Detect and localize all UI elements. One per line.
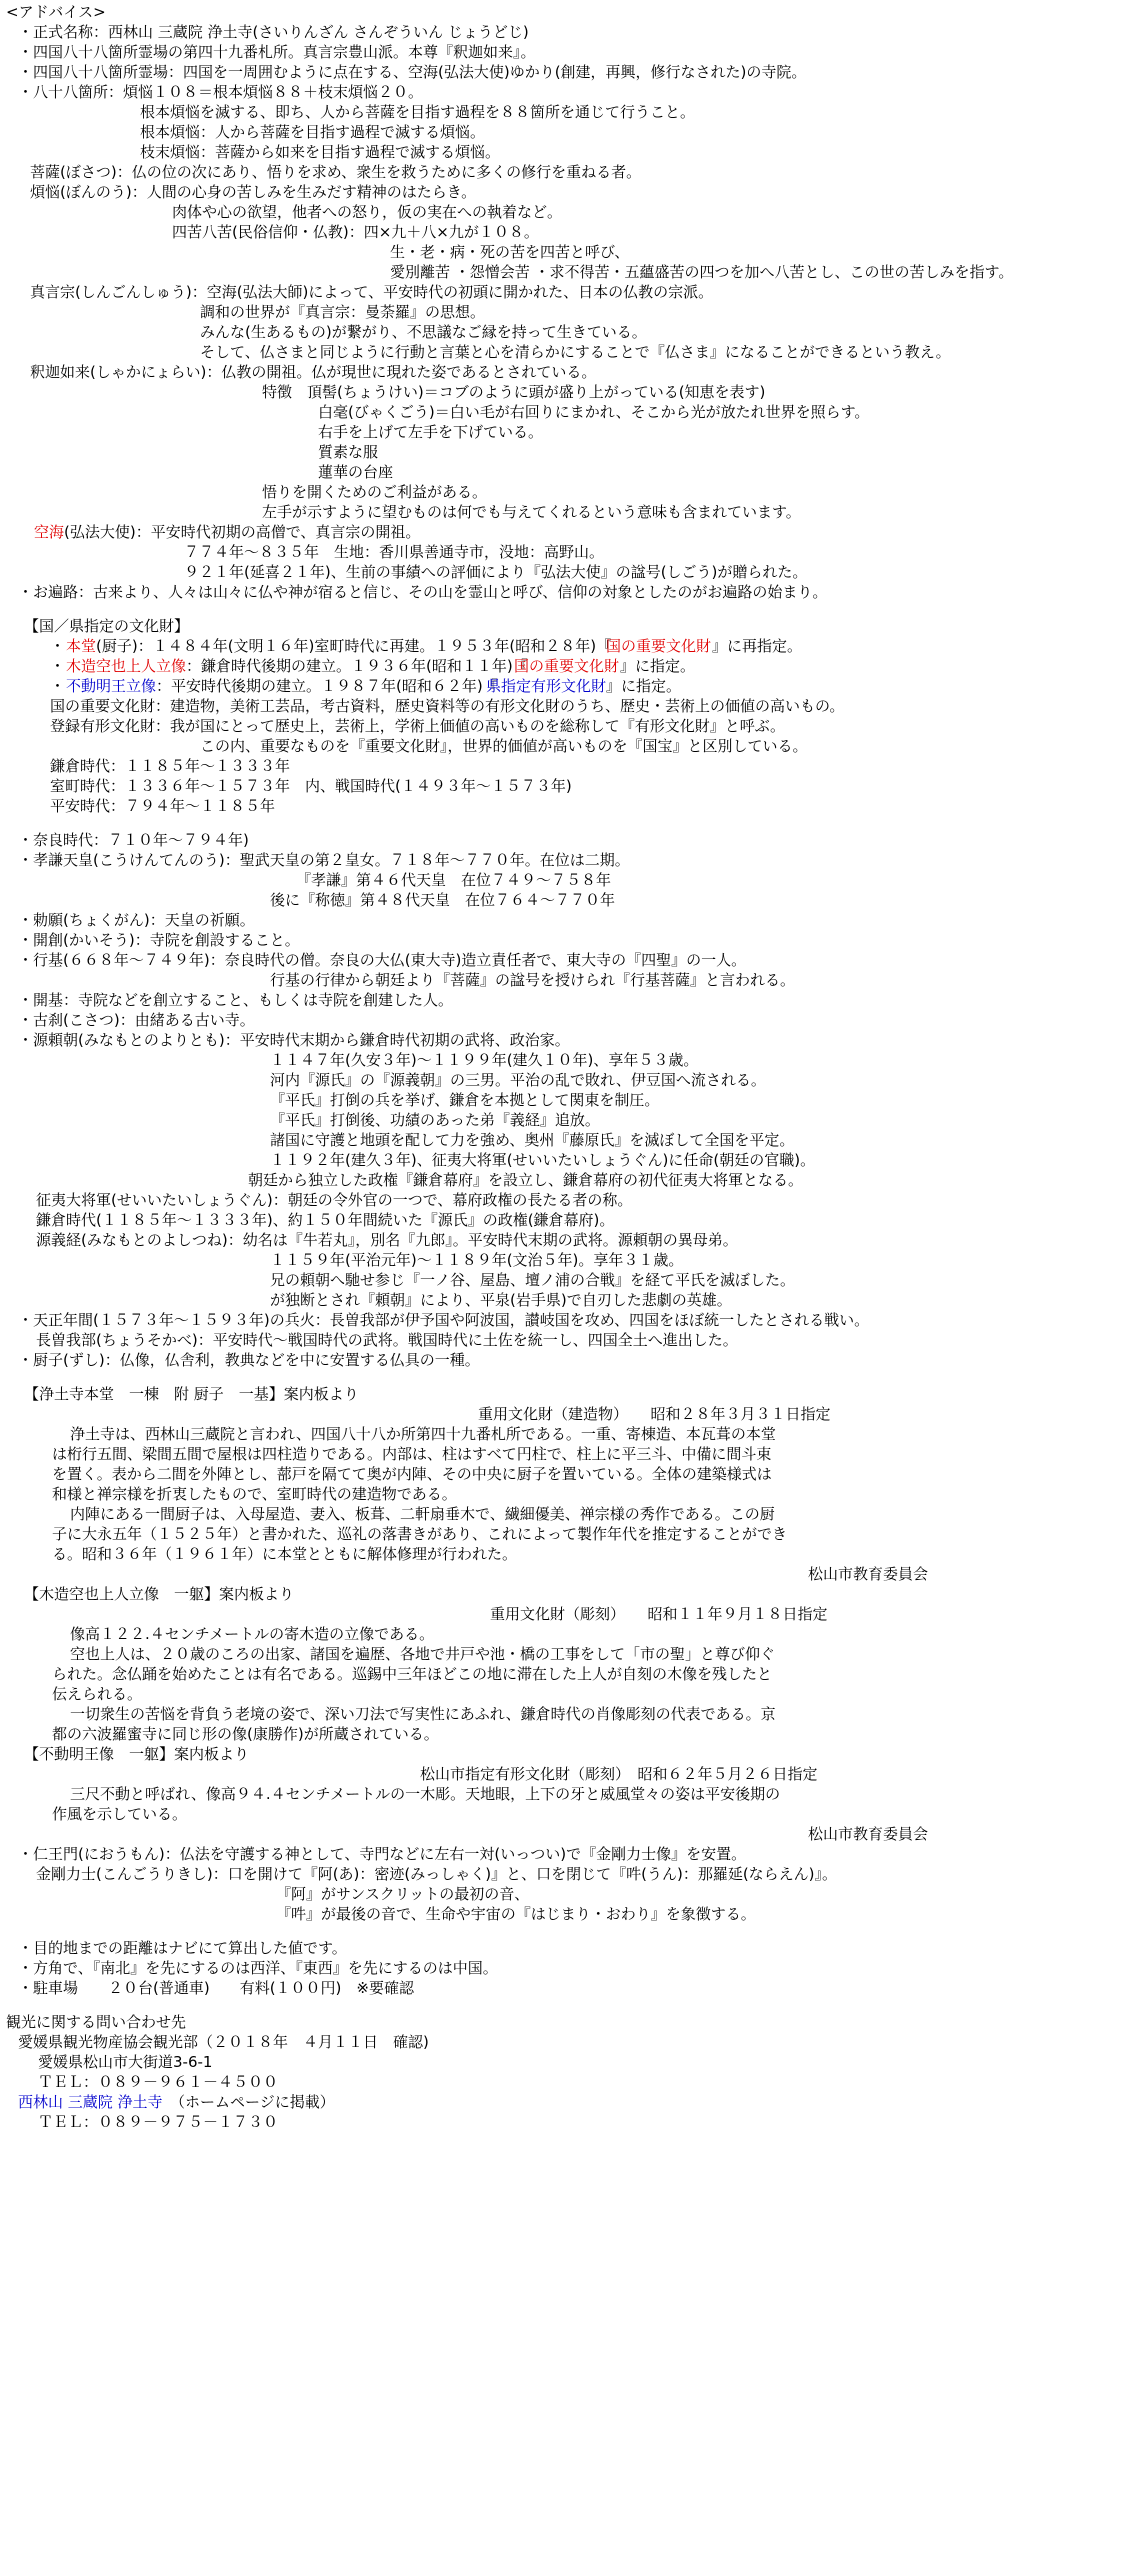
text-line: （ホームページに掲載） [170, 2093, 335, 2111]
text-line: 『阿』がサンスクリットの最初の音、 [276, 1885, 530, 1903]
text-line: 根本煩悩：人から菩薩を目指す過程で滅する煩悩。 [140, 123, 486, 141]
text-line: 【木造空也上人立像 一躯】案内板より [24, 1585, 295, 1603]
text-line: ・八十八箇所：煩悩１０８＝根本煩悩８８＋枝末煩悩２０。 [18, 83, 424, 101]
text-line: 菩薩(ぼさつ)：仏の位の次にあり、悟りを求め、衆生を救うために多くの修行を重ねる者。 [30, 163, 642, 181]
text-line: ・孝謙天皇(こうけんてんのう)：聖武天皇の第２皇女。７１８年～７７０年。在位は二期。 [18, 851, 630, 869]
text-line: 『吽』が最後の音で、生命や宇宙の『はじまり・おわり』を象徴する。 [276, 1905, 756, 1923]
text-line: ・四国八十八箇所霊場の第四十九番札所。真言宗豊山派。本尊『釈迦如来』。 [18, 43, 536, 61]
text-line: (弘法大使)：平安時代初期の高僧で、真言宗の開祖。 [64, 523, 421, 541]
text-line: 観光に関する問い合わせ先 [6, 2013, 187, 2031]
text-line: ・正式名称：西林山 三蔵院 浄土寺(さいりんざん さんぞういん じょうどじ) [18, 23, 529, 41]
text-line: ・勅願(ちょくがん)：天皇の祈願。 [18, 911, 255, 929]
text-line: ・源頼朝(みなもとのよりとも)：平安時代末期から鎌倉時代初期の武将、政治家。 [18, 1031, 570, 1049]
text-line: 本堂 [66, 637, 97, 655]
text-line: 白毫(びゃくごう)＝白い毛が右回りにまかれ、そこから光が放たれ世界を照らす。 [318, 403, 870, 421]
text-line: 真言宗(しんごんしゅう)：空海(弘法大師)によって、平安時代の初頭に開かれた、日本の仏教の宗派。 [30, 283, 714, 301]
text-line: ９２１年(延喜２１年)、生前の事績への評価により『弘法大使』の諡号(しごう)が贈られた。 [184, 563, 808, 581]
homepage-link[interactable]: 西林山 三蔵院 浄土寺 [18, 2093, 163, 2111]
text-line: ・厨子(ずし)：仏像，仏舎利，教典などを中に安置する仏具の一種。 [18, 1351, 480, 1369]
text-line: 煩悩(ぼんのう)：人間の心身の苦しみを生みだす精神のはたらき。 [30, 183, 477, 201]
text-line: 後に『称徳』第４８代天皇 在位７６４～７７０年 [270, 891, 616, 909]
text-line: 』に指定。 [620, 657, 696, 675]
text-line: 金剛力士(こんごうりきし)：口を開けて『阿(あ)：密迹(みっしゃく)』と、口を閉じて『吽(うん)：那羅延(ならえん)』。 [36, 1865, 838, 1883]
text-line: 国の重要文化財 [606, 637, 712, 655]
text-line: ・四国八十八箇所霊場：四国を一周囲むように点在する、空海(弘法大使)ゆかり(創建，再興，修行なされた)の寺院。 [18, 63, 807, 81]
text-line: 』に再指定。 [712, 637, 803, 655]
text-line: 枝末煩悩：菩薩から如来を目指す過程で滅する煩悩。 [140, 143, 501, 161]
text-line: 像高１２２.４センチメートルの寄木造の立像である。 [70, 1625, 435, 1643]
text-line: 『平氏』打倒後、功績のあった弟『義経』追放。 [270, 1111, 600, 1129]
text-line: 調和の世界が『真言宗：曼荼羅』の思想。 [200, 303, 486, 321]
text-line: 一切衆生の苦悩を背負う老境の姿で、深い刀法で写実性にあふれ、鎌倉時代の肖像彫刻の代表である。京 [70, 1705, 776, 1723]
text-line: 源義経(みなもとのよしつね)：幼名は『牛若丸』，別名『九郎』。平安時代末期の武将。源頼朝の異母弟。 [36, 1231, 738, 1249]
text-line: を置く。表から二間を外陣とし、蔀戸を隔てて奥が内陣、その中央に厨子を置いている。全体の建築様式は [52, 1465, 772, 1483]
text-line: 不動明王立像 [66, 677, 157, 695]
text-line: 重用文化財（彫刻） 昭和１１年９月１８日指定 [490, 1605, 828, 1623]
text-line: ・方角で、『南北』を先にするのは西洋、『東西』を先にするのは中国。 [18, 1959, 498, 1977]
text-line: 伝えられる。 [52, 1685, 143, 1703]
text-line: この内、重要なものを『重要文化財』，世界的価値が高いものを『国宝』と区別している。 [200, 737, 808, 755]
text-line: 兄の頼朝へ馳せ参じ『一ノ谷、屋島、壇ノ浦の合戦』を経て平氏を滅ぼした。 [270, 1271, 796, 1289]
text-line: ・古刹(こさつ)：由緒ある古い寺。 [18, 1011, 255, 1029]
text-line: ：平安時代後期の建立。１９８７年(昭和６２年)『 [156, 677, 498, 695]
text-line: ・ [50, 677, 66, 695]
text-line: 松山市指定有形文化財（彫刻） 昭和６２年５月２６日指定 [420, 1765, 818, 1783]
text-line: １１５９年(平治元年)～１１８９年(文治５年)。享年３１歳。 [270, 1251, 684, 1269]
text-line: 肉体や心の欲望，他者への怒り，仮の実在への執着など。 [172, 203, 563, 221]
text-line: 河内『源氏』の『源義朝』の三男。平治の乱で敗れ、伊豆国へ流される。 [270, 1071, 766, 1089]
text-line: 四苦八苦(民俗信仰・仏教)：四×九＋八×九が１０８。 [172, 223, 539, 241]
text-line: 朝廷から独立した政権『鎌倉幕府』を設立し、鎌倉幕府の初代征夷大将軍となる。 [248, 1171, 804, 1189]
text-line: ・開創(かいそう)：寺院を創設すること。 [18, 931, 300, 949]
text-line: 和様と禅宗様を折衷したもので、室町時代の建造物である。 [52, 1485, 457, 1503]
text-line: 鎌倉時代：１１８５年～１３３３年 [50, 757, 291, 775]
text-line: 左手が示すように望むものは何でも与えてくれるという意味も含まれています。 [262, 503, 801, 521]
text-line: は桁行五間、梁間五間で屋根は四柱造りである。内部は、柱はすべて円柱で、柱上に平三斗、中備に間斗束 [52, 1445, 772, 1463]
text-line: ・奈良時代：７１０年～７９４年) [18, 831, 249, 849]
text-line: 蓮華の台座 [318, 463, 394, 481]
text-line: られた。念仏踊を始めたことは有名である。巡錫中三年ほどこの地に滞在した上人が自刻の木像を残したと [52, 1665, 773, 1683]
text-line: 【浄土寺本堂 一棟 附 厨子 一基】案内板より [24, 1385, 359, 1403]
text-line: 浄土寺は、西林山三蔵院と言われ、四国八十八か所第四十九番札所である。一重、寄棟造、本瓦葺の本堂 [70, 1425, 776, 1443]
text-line: ・ [50, 637, 66, 655]
text-line: 国の重要文化財：建造物，美術工芸品，考古資料，歴史資料等の有形文化財のうち、歴史・芸術上の価値の高いもの。 [50, 697, 845, 715]
text-line: 松山市教育委員会 [808, 1825, 929, 1843]
text-line: 室町時代：１３３６年～１５７３年 内、戦国時代(１４９３年～１５７３年) [50, 777, 572, 795]
text-line: 右手を上げて左手を下げている。 [318, 423, 544, 441]
text-line: 鎌倉時代(１１８５年～１３３３年)、約１５０年間続いた『源氏』の政権(鎌倉幕府)。 [36, 1211, 615, 1229]
text-line: ：鎌倉時代後期の建立。１９３６年(昭和１１年)『 [186, 657, 528, 675]
text-line: １１４７年(久安３年)～１１９９年(建久１０年)、享年５３歳。 [270, 1051, 699, 1069]
text-line: 県指定有形文化財 [486, 677, 607, 695]
text-line: 内陣にある一間厨子は、入母屋造、妻入、板葺、二軒扇垂木で、繊細優美、禅宗様の秀作である。この厨 [70, 1505, 775, 1523]
text-line: 木造空也上人立像 [66, 657, 187, 675]
text-line: ・目的地までの距離はナビにて算出した値です。 [18, 1939, 347, 1957]
text-line: 釈迦如来(しゃかにょらい)：仏教の開祖。仏が現世に現れた姿であるとされている。 [30, 363, 597, 381]
text-line: みんな(生あるもの)が繋がり、不思議なご縁を持って生きている。 [200, 323, 647, 341]
text-line: 愛媛県観光物産協会観光部（２０１８年 ４月１１日 確認) [18, 2033, 429, 2051]
text-line: 生・老・病・死の苦を四苦と呼び、 [390, 243, 630, 261]
text-line: ７７４年～８３５年 生地：香川県善通寺市，没地：高野山。 [184, 543, 605, 561]
text-line: <アドバイス> [6, 3, 106, 21]
text-line: ・駐車場 ２０台(普通車) 有料(１００円) ※要確認 [18, 1979, 414, 1997]
text-line: 諸国に守護と地頭を配して力を強め、奥州『藤原氏』を滅ぼして全国を平定。 [270, 1131, 795, 1149]
text-line: 【不動明王像 一躯】案内板より [24, 1745, 250, 1763]
text-line: 子に大永五年（１５２５年）と書かれた、巡礼の落書きがあり、これによって製作年代を推定することができ [52, 1525, 788, 1543]
text-line: ・開基：寺院などを創立すること、もしくは寺院を創建した人。 [18, 991, 454, 1009]
text-line: 【国／県指定の文化財】 [24, 617, 190, 635]
text-line: ・天正年間(１５７３年～１５９３年)の兵火：長曽我部が伊予国や阿波国，讃岐国を攻め、四国をほぼ統一したとされる戦い。 [18, 1311, 870, 1329]
text-line: 特徴 頂髻(ちょうけい)＝コブのように頭が盛り上がっている(知恵を表す) [262, 383, 766, 401]
text-line: 国の重要文化財 [514, 657, 620, 675]
text-line: ・行基(６６８年～７４９年)：奈良時代の僧。奈良の大仏(東大寺)造立責任者で、東大寺の『四聖』の一人。 [18, 951, 747, 969]
text-line: 愛媛県松山市大街道3-6-1 [38, 2053, 213, 2071]
text-line: ＴＥＬ：０８９－９７５－１７３０ [38, 2113, 279, 2131]
text-line: 征夷大将軍(せいいたいしょうぐん)：朝廷の令外官の一つで、幕府政権の長たる者の称。 [36, 1191, 633, 1209]
text-line: 愛別離苦 ・怨憎会苦 ・求不得苦・五蘊盛苦の四つを加へ八苦とし、この世の苦しみを指す。 [390, 263, 1014, 281]
text-line: 平安時代：７９４年～１１８５年 [50, 797, 276, 815]
text-line: 『孝謙』第４６代天皇 在位７４９～７５８年 [296, 871, 612, 889]
text-line: そして、仏さまと同じように行動と言葉と心を清らかにすることで『仏さま』になることができるという教え。 [200, 343, 951, 361]
text-line: 松山市教育委員会 [808, 1565, 929, 1583]
text-line: る。昭和３６年（１９６１年）に本堂とともに解体修理が行われた。 [52, 1545, 518, 1563]
text-line: ・ [50, 657, 66, 675]
text-line: １１９２年(建久３年)、征夷大将軍(せいいたいしょうぐん)に任命(朝廷の官職)。 [270, 1151, 816, 1169]
text-line: 行基の行律から朝廷より『菩薩』の諡号を授けられ『行基菩薩』と言われる。 [270, 971, 796, 989]
text-line: 』に指定。 [606, 677, 682, 695]
text-line: 悟りを開くためのご利益がある。 [262, 483, 488, 501]
text-line: 都の六波羅蜜寺に同じ形の像(康勝作)が所蔵されている。 [52, 1725, 439, 1743]
text-line: 『平氏』打倒の兵を挙げ、鎌倉を本拠として関東を制圧。 [270, 1091, 660, 1109]
text-line: ・仁王門(におうもん)：仏法を守護する神として、寺門などに左右一対(いっつい)で『金剛力士像』を安置。 [18, 1845, 747, 1863]
text-line: 質素な服 [318, 443, 379, 461]
text-line: 空海 [34, 523, 65, 541]
text-line: 登録有形文化財：我が国にとって歴史上，芸術上，学術上価値の高いものを総称して『有形文化財』と呼ぶ。 [50, 717, 786, 735]
text-line: 重用文化財（建造物） 昭和２８年３月３１日指定 [478, 1405, 831, 1423]
text-line: ＴＥＬ：０８９－９６１－４５００ [38, 2073, 279, 2091]
text-line: が独断とされ『頼朝』により、平泉(岩手県)で自刃した悲劇の英雄。 [270, 1291, 732, 1309]
text-line: ・お遍路：古来より、人々は山々に仏や神が宿ると信じ、その山を霊山と呼び、信仰の対象としたのがお遍路の始まり。 [18, 583, 828, 601]
text-line: 作風を示している。 [52, 1805, 188, 1823]
text-line: 根本煩悩を滅する、即ち、人から菩薩を目指す過程を８８箇所を通じて行うこと。 [140, 103, 696, 121]
text-line: 空也上人は、２０歳のころの出家、諸国を遍歴、各地で井戸や池・橋の工事をして「市の聖」と尊び仰ぐ [70, 1645, 776, 1663]
text-line: 三尺不動と呼ばれ、像高９４.４センチメートルの一木彫。天地眼，上下の牙と威風堂々の姿は平安後期の [70, 1785, 781, 1803]
text-line: (厨子)：１４８４年(文明１６年)室町時代に再建。１９５３年(昭和２８年)『 [96, 637, 612, 655]
text-line: 長曽我部(ちょうそかべ)：平安時代～戦国時代の武将。戦国時代に土佐を統一し、四国全土へ進出した。 [36, 1331, 738, 1349]
